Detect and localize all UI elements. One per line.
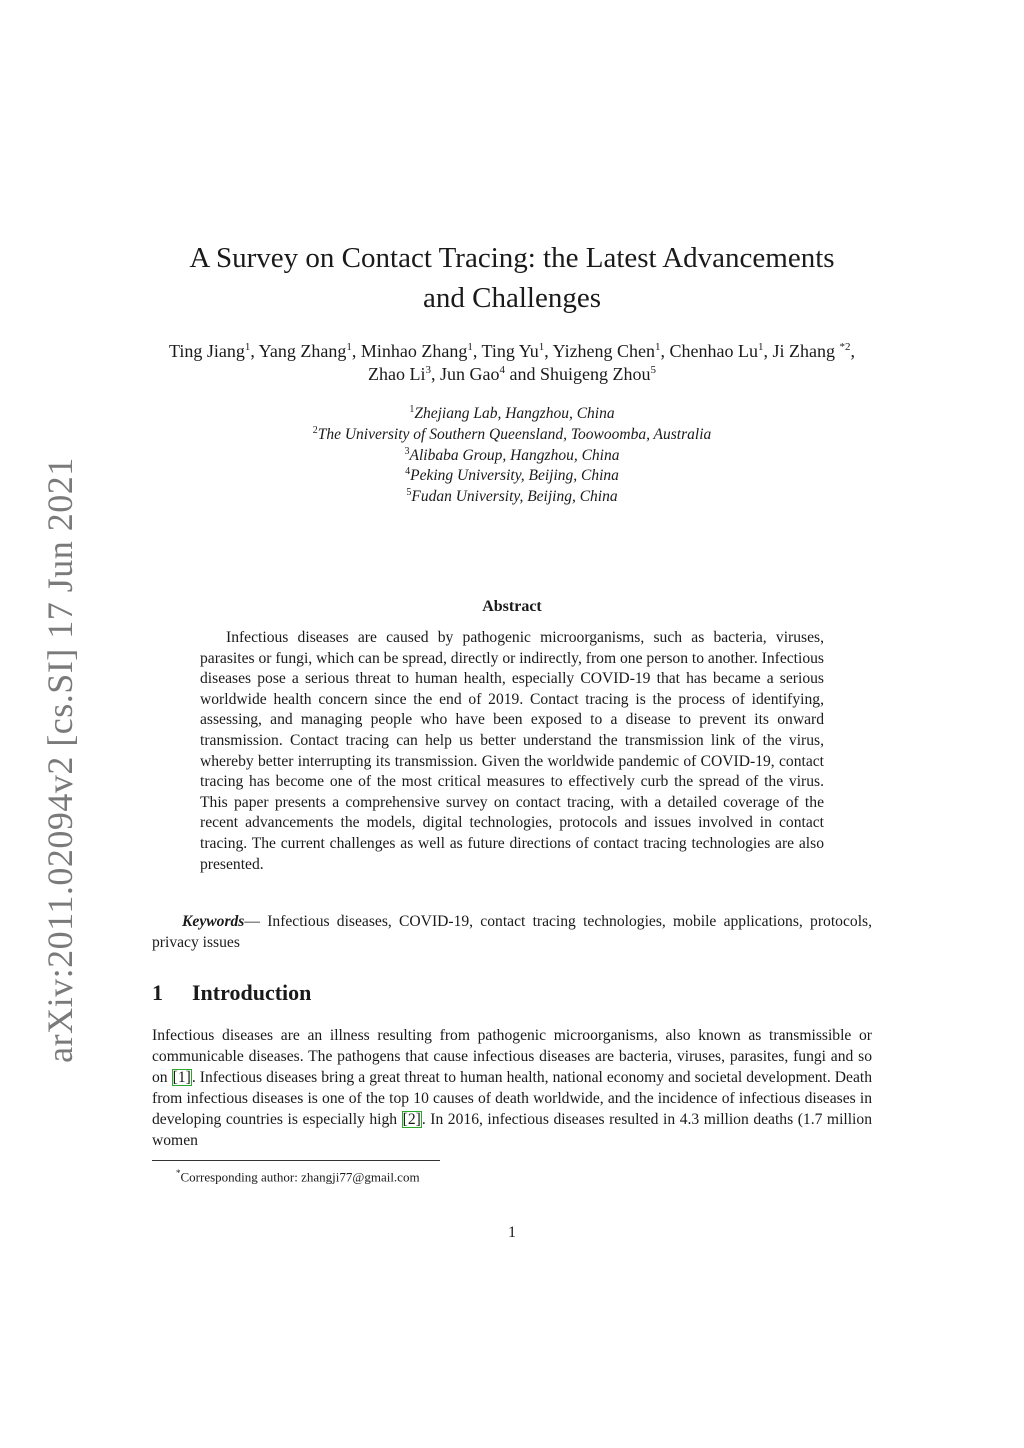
footnote-mark: * (176, 1168, 181, 1178)
title-line-1: A Survey on Contact Tracing: the Latest Advancements (189, 242, 835, 274)
footnote-corresponding-author: *Corresponding author: zhangji77@gmail.com (176, 1168, 420, 1185)
affiliation: $^5$Fudan University, Beijing, China (406, 487, 618, 506)
author: Ting Yu$^1$ (481, 341, 545, 361)
page-number: 1 (508, 1224, 516, 1241)
affiliation: $^3$Alibaba Group, Hangzhou, China (404, 445, 620, 464)
author-list: Ting Jiang$^1$, Yang Zhang$^1$, Minhao Zhang$^1$, Ting Yu$^1$, Yizheng Chen$^1$, Chenhao Lu$^1$, Ji Zhang $^{*2}$, Zhao Li$^3$, Jun Gao$^4$ and Shuigeng Zhou$^5$ (168, 341, 856, 384)
author: Zhao Li$^3$ (368, 364, 431, 384)
abstract-text: Infectious diseases are caused by pathogenic microorganisms, such as bacteria, viruses, parasites or fungi, which can be spread, directly or indirectly, from one person to another. Infectious diseases pose a serious threat to human health, especially COVID-19 that has became a serious worldwide health concern since the end of 2019. Contact tracing is the process of identifying, assessing, and managing people who have been exposed to a disease to prevent its onward transmission. Contact tracing can help us better understand the transmission link of the virus, whereby better interrupting its transmission. Given the worldwide pandemic of COVID-19, contact tracing has become one of the most critical measures to effectively curb the spread of the virus. This paper presents a comprehensive survey on contact tracing, with a detailed coverage of the recent advancements the models, digital technologies, protocols and issues involved in contact tracing. The current challenges as well as future directions of contact tracing technologies are also presented. (200, 629, 824, 873)
affiliation: $^4$Peking University, Beijing, China (405, 466, 619, 485)
author: Ting Jiang$^1$ (168, 341, 251, 361)
abstract-heading: Abstract (482, 598, 542, 615)
affiliation-list (150, 404, 874, 508)
affiliation: $^1$Zhejiang Lab, Hangzhou, China (409, 403, 615, 422)
section-number: 1 (152, 980, 163, 1005)
section-heading-introduction (152, 980, 311, 1006)
keywords-paragraph (152, 911, 872, 953)
author: Minhao Zhang$^1$ (360, 341, 473, 361)
affiliation: $^2$The University of Southern Queensland, Toowoomba, Australia (312, 424, 712, 443)
footnote-divider (152, 1160, 440, 1161)
arxiv-identifier-stamp: arXiv:2011.02094v2 [cs.SI] 17 Jun 2021 (40, 457, 80, 1063)
citation-link-1[interactable]: [1] (172, 1069, 191, 1086)
keywords-label: Keywords (182, 913, 245, 930)
author: Yizheng Chen$^1$ (552, 341, 661, 361)
paper-title (150, 238, 874, 318)
introduction-paragraph: Infectious diseases are an illness resulting from pathogenic microorganisms, also known as transmissible or communicable diseases. The pathogens that cause infectious diseases are bacteria, viruses, parasites, fungi and so on [1]. Infectious diseases bring a great threat to human health, national economy and societal development. Death from infectious diseases is one of the top 10 causes of death worldwide, and the incidence of infectious diseases in developing countries is especially high [2]. In 2016, infectious diseases resulted in 4.3 million deaths (1.7 million women (152, 1027, 872, 1149)
author: Ji Zhang $^{*2}$ (772, 341, 851, 361)
citation-link-2[interactable]: [2] (402, 1111, 421, 1128)
author: Jun Gao$^4$ (439, 364, 505, 384)
keywords-text: Infectious diseases, COVID-19, contact tracing technologies, mobile applications, protocols, privacy issues (152, 913, 872, 951)
author: Chenhao Lu$^1$ (669, 341, 764, 361)
author: Yang Zhang$^1$ (258, 341, 352, 361)
section-title: Introduction (192, 980, 312, 1005)
keywords-dash: — (244, 913, 268, 930)
title-line-2: and Challenges (423, 282, 601, 314)
author: Shuigeng Zhou$^5$ (539, 364, 656, 384)
